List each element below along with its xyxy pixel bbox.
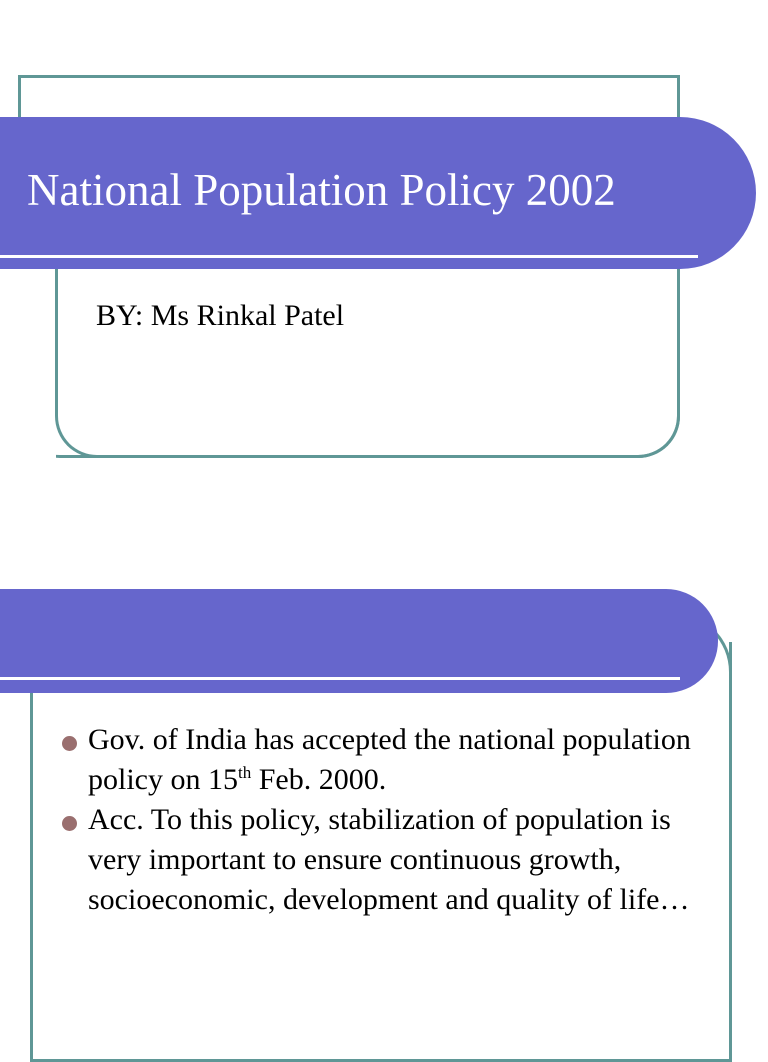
bullet-item [60,800,700,920]
frame-mask [0,255,56,475]
author-byline: BY: Ms Rinkal Patel [96,299,345,332]
bullet-dot-icon [62,736,77,751]
content-frame [55,255,680,458]
slide-content-page [0,512,768,1024]
bullet-list [60,720,700,920]
bullet-text-part: Feb. 2000. [251,763,387,796]
slide-title-page [0,0,768,512]
bullet-text-part: Gov. of India has accepted the national population policy on 15 [88,723,691,796]
ordinal-superscript: th [238,763,252,782]
bullet-item [60,720,700,800]
title-underline [0,255,698,258]
bullet-dot-icon [62,816,77,831]
bullet-text: Acc. To this policy, stabilization of population is very important to ensure continuous growth, socioeconomic, development and quality of life… [88,803,690,916]
title-underline [0,677,680,680]
slide-title: National Population Policy 2002 [27,165,616,215]
